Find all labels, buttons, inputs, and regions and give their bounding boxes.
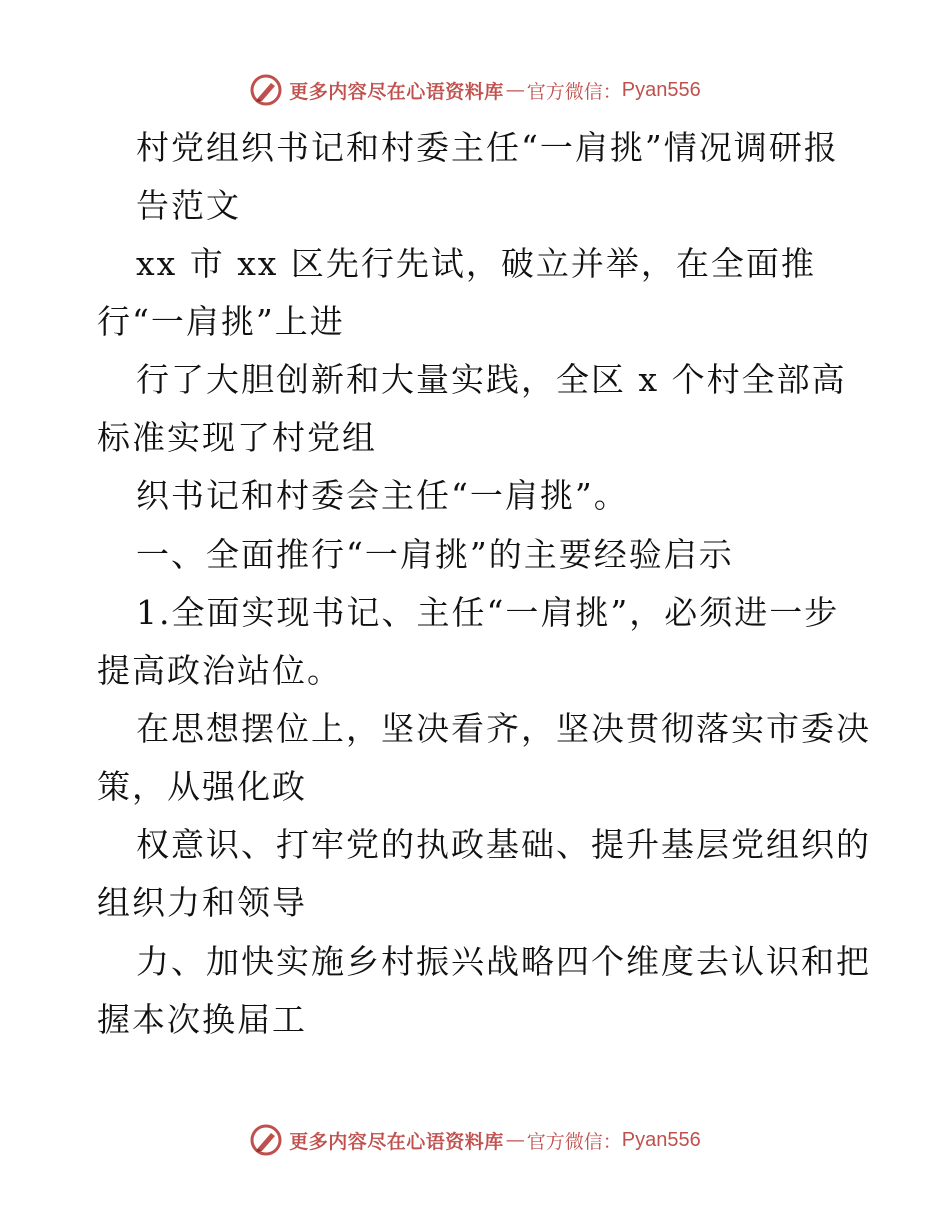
paragraph-line: 力、加快实施乡村振兴战略四个维度去认识和把 xyxy=(136,942,871,981)
title-line-2: 告范文 xyxy=(136,186,241,225)
watermark-wechat-label: 官方微信： xyxy=(526,1130,622,1153)
paragraph-line: 织书记和村委会主任“一肩挑”。 xyxy=(136,476,629,515)
paragraph-line: 在思想摆位上，坚决看齐，坚决贯彻落实市委决 xyxy=(136,709,871,748)
watermark-text: 更多内容尽在心语资料库 xyxy=(289,1130,504,1153)
watermark-separator: — xyxy=(505,1129,525,1151)
watermark-wechat-id: Pyan556 xyxy=(621,78,701,101)
paragraph-line: 行了大胆创新和大量实践，全区 x 个村全部高 xyxy=(136,360,847,399)
watermark-footer xyxy=(0,1120,950,1160)
paragraph-line: 握本次换届工 xyxy=(97,1000,307,1039)
watermark-wechat-id: Pyan556 xyxy=(621,1128,701,1151)
title-line-1: 村党组织书记和村委主任“一肩挑”情况调研报 xyxy=(136,128,839,167)
paragraph-line: 标准实现了村党组 xyxy=(97,418,377,457)
paragraph-line: xx 市 xx 区先行先试，破立并举，在全面推 xyxy=(136,244,816,283)
paragraph-line: 组织力和领导 xyxy=(97,883,307,922)
paragraph-line: 策，从强化政 xyxy=(97,767,307,806)
subsection-heading-line-2: 提高政治站位。 xyxy=(97,651,342,690)
paragraph-line: 行“一肩挑”上进 xyxy=(97,302,345,341)
watermark-header xyxy=(0,70,950,110)
pen-logo-icon xyxy=(249,73,283,107)
paragraph-line: 权意识、打牢党的执政基础、提升基层党组织的 xyxy=(136,825,871,864)
watermark-wechat-label: 官方微信： xyxy=(526,80,622,103)
watermark-separator: — xyxy=(505,79,525,101)
section-heading: 一、全面推行“一肩挑”的主要经验启示 xyxy=(136,535,734,574)
watermark-text: 更多内容尽在心语资料库 xyxy=(289,80,504,103)
pen-logo-icon xyxy=(249,1123,283,1157)
subsection-heading-line-1: 1.全面实现书记、主任“一肩挑”，必须进一步 xyxy=(136,593,840,632)
